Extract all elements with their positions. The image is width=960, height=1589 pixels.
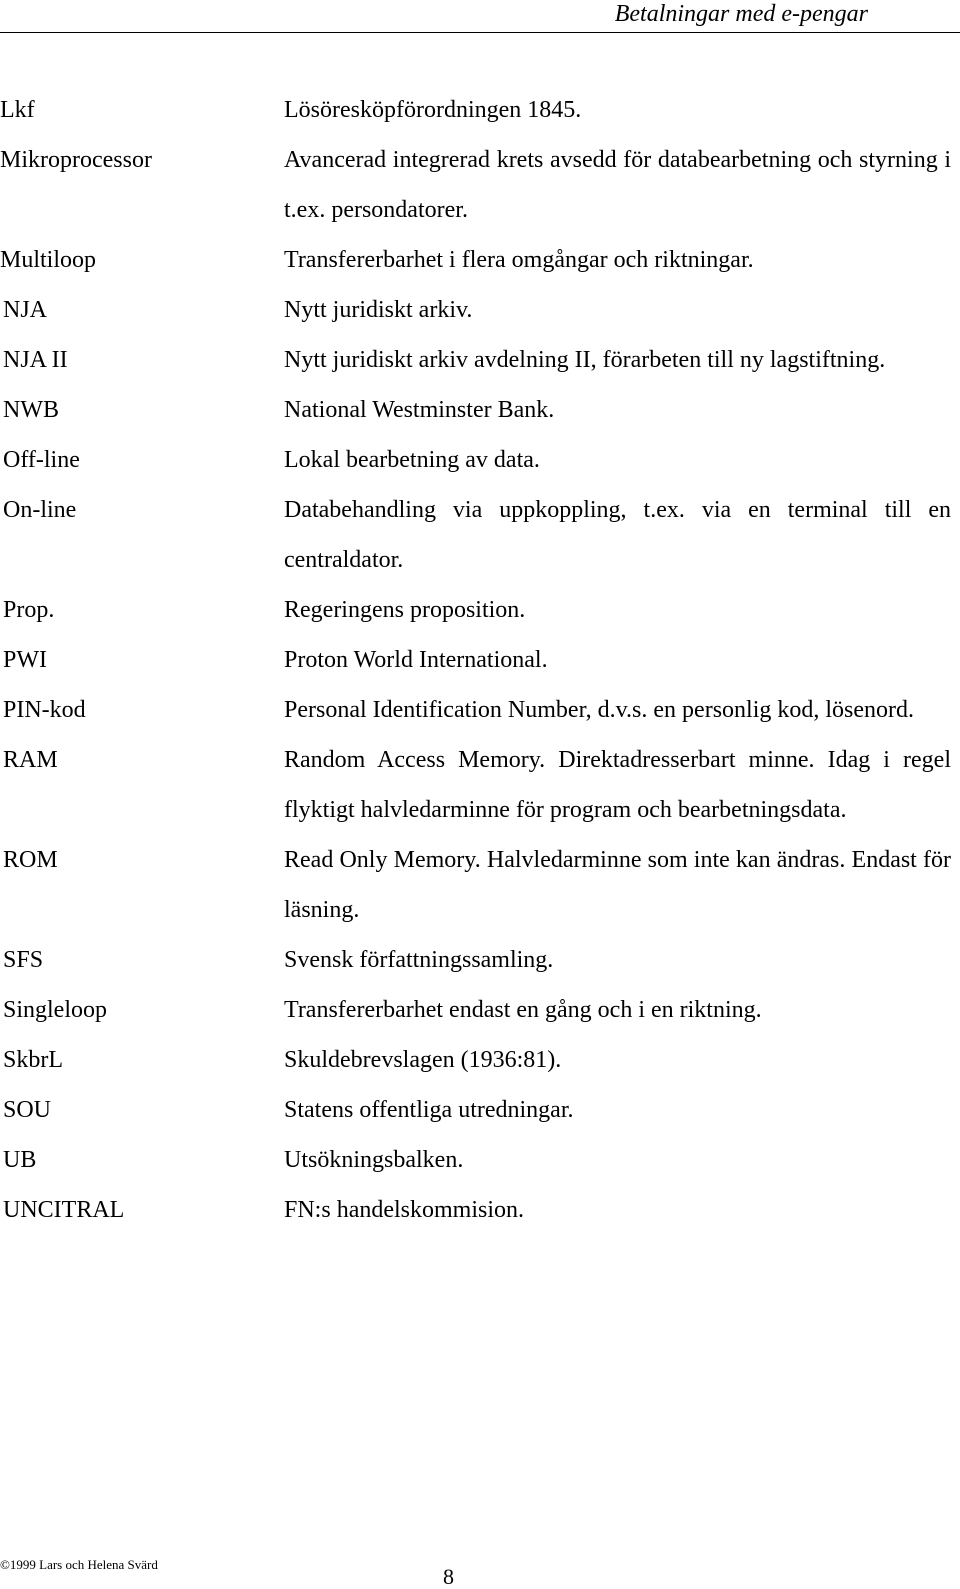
glossary-term: NJA [3, 297, 48, 323]
glossary-term: NWB [3, 397, 59, 423]
glossary-term: SFS [3, 947, 44, 973]
glossary-definition: Svensk författningssamling. [284, 947, 554, 973]
glossary-entry [0, 635, 960, 685]
glossary-entry [0, 385, 960, 435]
glossary-term: ROM [3, 847, 58, 873]
glossary-entry [0, 235, 960, 285]
glossary-definition: Transfererbarhet endast en gång och i en riktning. [284, 997, 762, 1023]
glossary-definition: Nytt juridiskt arkiv avdelning II, förarbeten till ny lagstiftning. [284, 347, 886, 373]
glossary-definition: Nytt juridiskt arkiv. [284, 297, 473, 323]
page-number: 8 [443, 1564, 454, 1589]
glossary-definition: Skuldebrevslagen (1936:81). [284, 1047, 562, 1073]
glossary-definition: Lösöresköpförordningen 1845. [284, 97, 582, 123]
glossary-term: PWI [3, 647, 47, 673]
glossary-definition: Random Access Memory. Direktadresserbart minne. Idag i regel flyktigt halvledarminne för program och bearbetningsdata. [284, 747, 951, 823]
glossary-definition: Transfererbarhet i flera omgångar och riktningar. [284, 247, 754, 273]
glossary-term: SkbrL [3, 1047, 63, 1073]
glossary-entry [0, 685, 960, 735]
glossary-definition: Regeringens proposition. [284, 597, 526, 623]
glossary-entry [0, 1035, 960, 1085]
glossary-list [0, 85, 960, 1235]
glossary-entry [0, 735, 960, 835]
glossary-definition: Personal Identification Number, d.v.s. en personlig kod, lösenord. [284, 697, 915, 723]
glossary-term: NJA II [3, 347, 68, 373]
glossary-entry [0, 335, 960, 385]
glossary-term: Singleloop [3, 997, 108, 1023]
glossary-term: PIN-kod [3, 697, 86, 723]
glossary-entry [0, 1085, 960, 1135]
glossary-entry [0, 985, 960, 1035]
glossary-entry [0, 585, 960, 635]
header-rule [0, 32, 960, 33]
glossary-definition: National Westminster Bank. [284, 397, 555, 423]
glossary-term: On-line [3, 497, 77, 523]
glossary-entry [0, 1185, 960, 1235]
glossary-entry [0, 435, 960, 485]
glossary-term: UNCITRAL [3, 1197, 125, 1223]
glossary-term: SOU [3, 1097, 52, 1123]
glossary-definition: Avancerad integrerad krets avsedd för databearbetning och styrning i t.ex. persondatorer. [284, 147, 951, 223]
glossary-term: RAM [3, 747, 58, 773]
glossary-term: Prop. [3, 597, 55, 623]
glossary-definition: Proton World International. [284, 647, 548, 673]
glossary-definition: Statens offentliga utredningar. [284, 1097, 574, 1123]
glossary-entry [0, 935, 960, 985]
glossary-entry [0, 835, 960, 935]
glossary-entry [0, 85, 960, 135]
glossary-term: UB [3, 1147, 37, 1173]
glossary-term: Multiloop [0, 247, 97, 273]
glossary-entry [0, 135, 960, 235]
glossary-definition: Utsökningsbalken. [284, 1147, 464, 1173]
glossary-definition: Lokal bearbetning av data. [284, 447, 540, 473]
glossary-entry [0, 1135, 960, 1185]
running-header: Betalningar med e-pengar [614, 1, 868, 27]
glossary-definition: Databehandling via uppkoppling, t.ex. via en terminal till en centraldator. [284, 497, 951, 573]
glossary-entry [0, 485, 960, 585]
glossary-definition: FN:s handelskommision. [284, 1197, 525, 1223]
glossary-definition: Read Only Memory. Halvledarminne som inte kan ändras. Endast för läsning. [284, 847, 951, 923]
glossary-entry [0, 285, 960, 335]
glossary-term: Mikroprocessor [0, 147, 152, 173]
footer-copyright: ©1999 Lars och Helena Svärd [0, 1557, 158, 1572]
glossary-term: Lkf [0, 97, 35, 123]
glossary-term: Off-line [3, 447, 80, 473]
